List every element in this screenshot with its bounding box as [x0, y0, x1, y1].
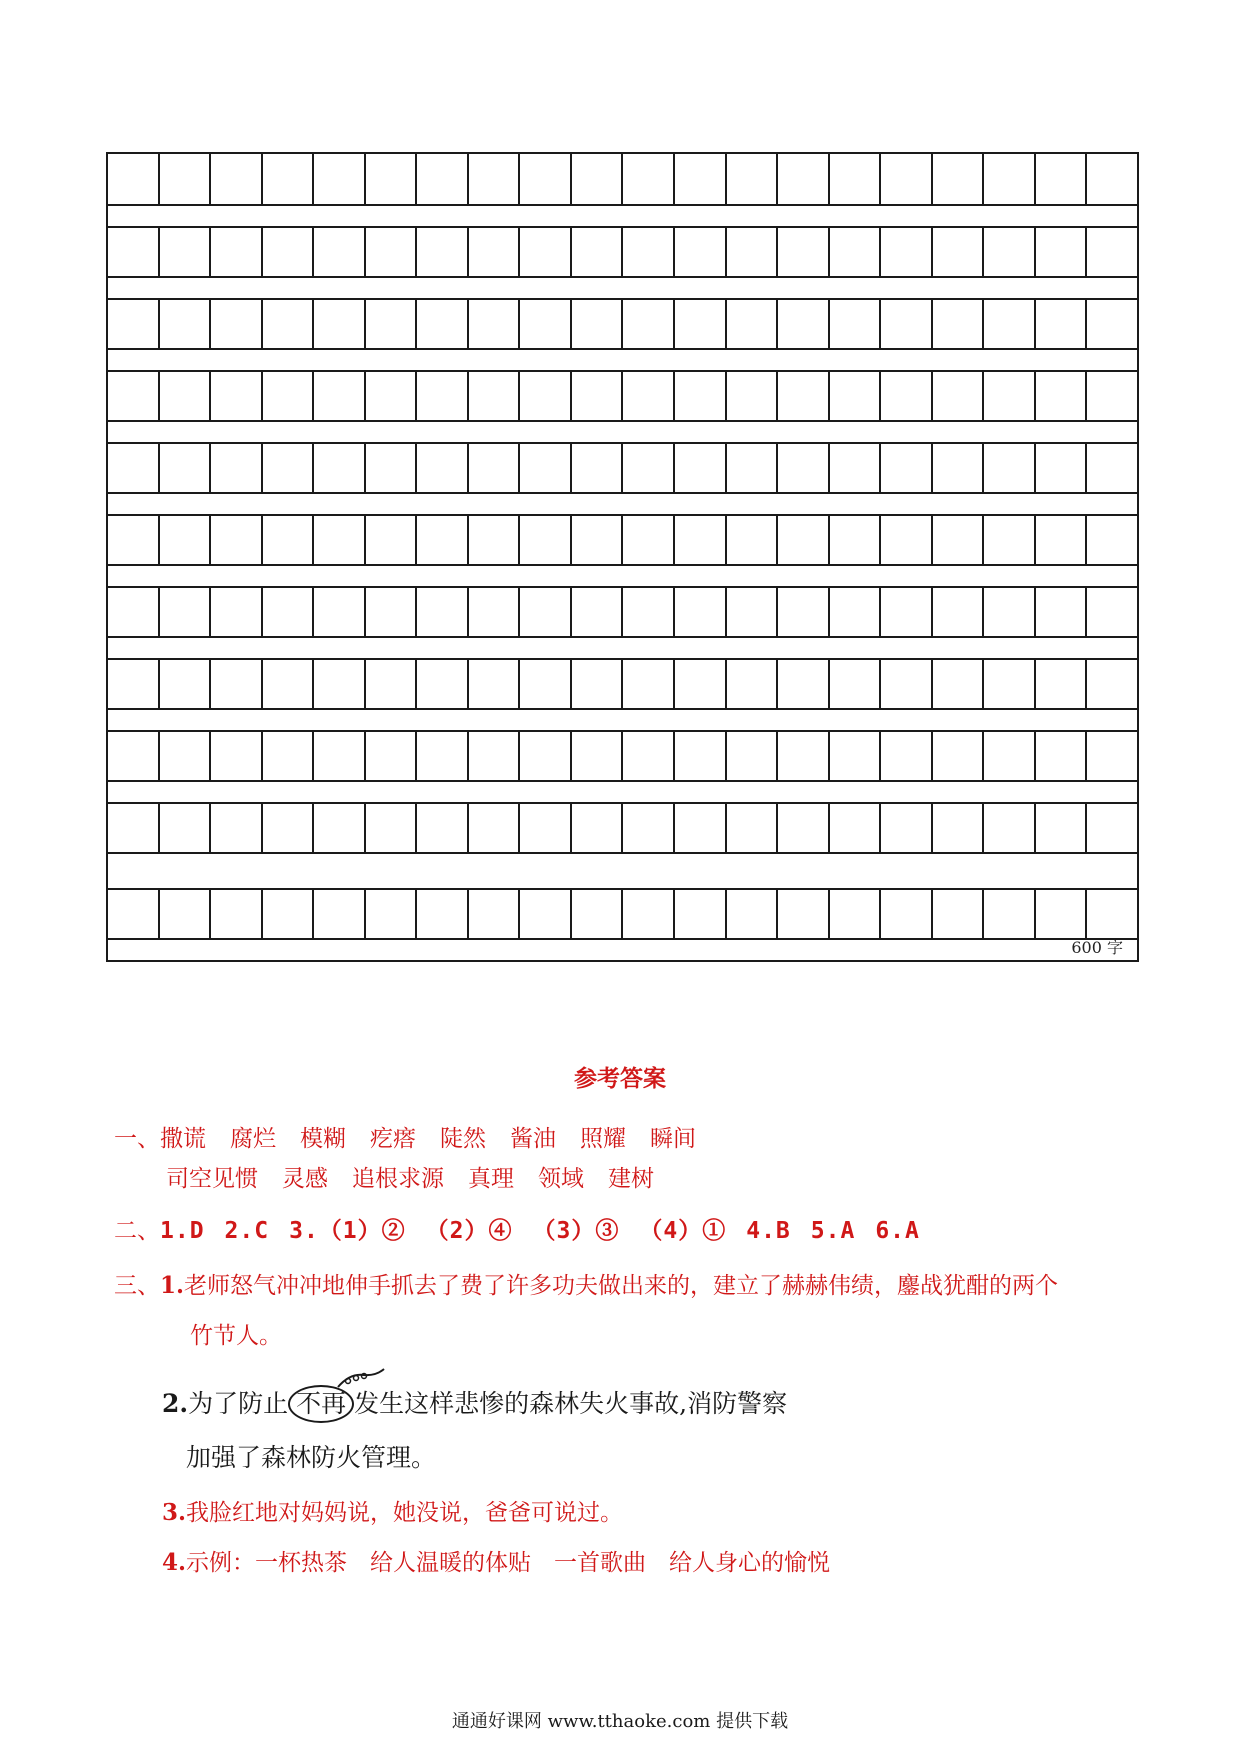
answer-word: 照耀	[580, 1126, 626, 1152]
grid-cell	[727, 804, 779, 852]
grid-cell	[314, 228, 366, 276]
grid-cell	[263, 660, 315, 708]
grid-cell	[469, 890, 521, 938]
grid-cell	[572, 516, 624, 564]
grid-cell	[572, 154, 624, 204]
item1-number: 1.	[160, 1272, 185, 1299]
item1-text-2: 竹节人。	[190, 1323, 282, 1349]
grid-cell	[211, 660, 263, 708]
grid-cell	[881, 444, 933, 492]
grid-cell	[881, 372, 933, 420]
grid-cell	[314, 516, 366, 564]
grid-row	[108, 298, 1137, 350]
answer-word: 真理	[468, 1166, 514, 1192]
section3-item2-line2	[186, 1438, 436, 1474]
grid-cell	[1036, 154, 1088, 204]
item3-number: 3.	[162, 1499, 187, 1526]
grid-cell	[108, 588, 160, 636]
grid-cell	[727, 890, 779, 938]
grid-cell	[520, 228, 572, 276]
grid-cell	[108, 228, 160, 276]
grid-cell	[881, 804, 933, 852]
grid-cell	[469, 588, 521, 636]
grid-cell	[933, 732, 985, 780]
grid-cell	[572, 660, 624, 708]
grid-cell	[366, 588, 418, 636]
grid-cell	[520, 588, 572, 636]
grid-cell	[778, 300, 830, 348]
answer-word: 模糊	[300, 1126, 346, 1152]
grid-cell	[417, 154, 469, 204]
answer-word: 追根求源	[352, 1166, 444, 1192]
grid-cell	[830, 228, 882, 276]
grid-cell	[263, 372, 315, 420]
grid-cell	[984, 516, 1036, 564]
grid-cell	[830, 804, 882, 852]
grid-cell	[675, 660, 727, 708]
grid-cell	[160, 588, 212, 636]
grid-cell	[1087, 228, 1137, 276]
grid-cell	[830, 444, 882, 492]
grid-cell	[263, 804, 315, 852]
grid-cell	[211, 444, 263, 492]
grid-cell	[881, 732, 933, 780]
grid-cell	[984, 660, 1036, 708]
grid-cell	[572, 300, 624, 348]
grid-cell	[830, 300, 882, 348]
deletion-mark-icon	[336, 1367, 386, 1389]
grid-cell	[984, 154, 1036, 204]
grid-cell	[675, 804, 727, 852]
grid-cell	[881, 660, 933, 708]
grid-cell	[1087, 516, 1137, 564]
grid-cell	[675, 154, 727, 204]
grid-cell	[727, 660, 779, 708]
answer-word: 1.D	[160, 1218, 205, 1244]
grid-cell	[520, 372, 572, 420]
grid-cell	[984, 444, 1036, 492]
item1-text-1: 老师怒气冲冲地伸手抓去了费了许多功夫做出来的，建立了赫赫伟绩，鏖战犹酣的两个	[184, 1273, 1059, 1299]
item2-text-after: 发生这样悲惨的森林失火事故,消防警察	[354, 1389, 788, 1418]
item2-text-2: 加强了森林防火管理。	[186, 1443, 437, 1472]
grid-cell	[263, 732, 315, 780]
section2-line	[114, 1212, 920, 1245]
grid-cell	[469, 228, 521, 276]
grid-row	[108, 888, 1137, 940]
grid-cell	[778, 372, 830, 420]
answer-word: 腐烂	[230, 1126, 276, 1152]
grid-cell	[160, 154, 212, 204]
grid-cell	[933, 154, 985, 204]
section3-item1-line1	[114, 1267, 1058, 1300]
grid-cell	[675, 300, 727, 348]
grid-cell	[675, 372, 727, 420]
grid-cell	[160, 660, 212, 708]
answer-word: 陡然	[440, 1126, 486, 1152]
answer-word: 3.（1）②	[289, 1218, 406, 1244]
answer-word: 4.B	[746, 1218, 791, 1244]
grid-cell	[778, 444, 830, 492]
grid-cell	[160, 372, 212, 420]
item4-text: 示例：一杯热茶 给人温暖的体贴 一首歌曲 给人身心的愉悦	[186, 1550, 831, 1576]
grid-cell	[881, 228, 933, 276]
grid-cell	[469, 154, 521, 204]
grid-row	[108, 802, 1137, 854]
grid-cell	[263, 300, 315, 348]
grid-cell	[1036, 516, 1088, 564]
grid-cell	[520, 154, 572, 204]
section3-item4	[162, 1544, 830, 1577]
grid-cell	[572, 890, 624, 938]
answer-word: （3）③	[532, 1218, 620, 1244]
answer-word: 灵感	[282, 1166, 328, 1192]
grid-cell	[984, 732, 1036, 780]
grid-cell	[314, 660, 366, 708]
grid-cell	[1087, 372, 1137, 420]
grid-cell	[572, 228, 624, 276]
grid-cell	[314, 444, 366, 492]
grid-cell	[366, 804, 418, 852]
grid-cell	[211, 804, 263, 852]
grid-cell	[623, 444, 675, 492]
grid-cell	[314, 372, 366, 420]
grid-cell	[108, 154, 160, 204]
grid-cell	[984, 300, 1036, 348]
grid-cell	[366, 516, 418, 564]
grid-cell	[211, 890, 263, 938]
grid-row	[108, 370, 1137, 422]
grid-cell	[417, 444, 469, 492]
grid-cell	[417, 660, 469, 708]
answers-title: 参考答案	[574, 1065, 666, 1092]
item2-number: 2.	[162, 1389, 189, 1418]
grid-cell	[520, 804, 572, 852]
grid-cell	[623, 660, 675, 708]
section3-item2-line1	[162, 1384, 787, 1423]
grid-cell	[160, 444, 212, 492]
grid-cell	[314, 804, 366, 852]
grid-cell	[623, 228, 675, 276]
grid-cell	[572, 732, 624, 780]
grid-cell	[623, 516, 675, 564]
grid-cell	[366, 444, 418, 492]
answer-word: 5.A	[810, 1218, 856, 1244]
grid-cell	[469, 516, 521, 564]
grid-cell	[984, 372, 1036, 420]
grid-cell	[623, 890, 675, 938]
grid-cell	[675, 588, 727, 636]
section2-label: 二、	[114, 1218, 160, 1244]
grid-cell	[211, 228, 263, 276]
grid-cell	[520, 732, 572, 780]
grid-cell	[727, 444, 779, 492]
section1-label: 一、	[114, 1126, 160, 1152]
grid-cell	[727, 516, 779, 564]
grid-cell	[1036, 372, 1088, 420]
grid-cell	[1087, 300, 1137, 348]
grid-cell	[830, 660, 882, 708]
grid-cell	[623, 372, 675, 420]
grid-cell	[933, 804, 985, 852]
grid-cell	[366, 228, 418, 276]
grid-cell	[984, 890, 1036, 938]
grid-cell	[984, 228, 1036, 276]
grid-cell	[778, 516, 830, 564]
grid-cell	[108, 732, 160, 780]
grid-cell	[417, 228, 469, 276]
grid-cell	[1087, 444, 1137, 492]
grid-cell	[108, 660, 160, 708]
grid-cell	[520, 890, 572, 938]
grid-cell	[933, 228, 985, 276]
grid-cell	[469, 300, 521, 348]
grid-cell	[1036, 588, 1088, 636]
grid-cell	[366, 660, 418, 708]
grid-cell	[1087, 588, 1137, 636]
grid-cell	[314, 890, 366, 938]
grid-cell	[263, 516, 315, 564]
answer-word: 2.C	[224, 1218, 270, 1244]
grid-row	[108, 226, 1137, 278]
grid-cell	[1087, 660, 1137, 708]
item2-circled-word	[288, 1385, 354, 1423]
word-count-label: 600 字	[1071, 938, 1123, 957]
grid-cell	[572, 804, 624, 852]
grid-cell	[263, 228, 315, 276]
grid-cell	[263, 444, 315, 492]
item3-text: 我脸红地对妈妈说，她没说，爸爸可说过。	[186, 1500, 624, 1526]
section1-line1	[114, 1120, 696, 1153]
grid-cell	[314, 732, 366, 780]
grid-row	[108, 658, 1137, 710]
grid-cell	[881, 300, 933, 348]
grid-cell	[263, 154, 315, 204]
section3-item3	[162, 1494, 623, 1527]
answer-word: 撒谎	[160, 1126, 206, 1152]
grid-row	[108, 154, 1137, 206]
grid-cell	[417, 890, 469, 938]
grid-cell	[314, 300, 366, 348]
grid-cell	[160, 804, 212, 852]
answer-word: 酱油	[510, 1126, 556, 1152]
grid-cell	[417, 804, 469, 852]
grid-cell	[520, 660, 572, 708]
grid-cell	[211, 588, 263, 636]
grid-cell	[727, 300, 779, 348]
grid-cell	[1087, 732, 1137, 780]
grid-cell	[881, 588, 933, 636]
grid-cell	[160, 732, 212, 780]
grid-cell	[366, 372, 418, 420]
grid-cell	[1087, 890, 1137, 938]
grid-cell	[366, 154, 418, 204]
grid-cell	[160, 228, 212, 276]
grid-cell	[211, 732, 263, 780]
grid-cell	[675, 228, 727, 276]
grid-cell	[572, 444, 624, 492]
grid-cell	[933, 588, 985, 636]
answer-word: 领域	[538, 1166, 584, 1192]
grid-cell	[108, 516, 160, 564]
grid-cell	[830, 516, 882, 564]
grid-cell	[1036, 300, 1088, 348]
grid-cell	[1036, 228, 1088, 276]
grid-cell	[675, 890, 727, 938]
grid-row	[108, 442, 1137, 494]
grid-cell	[417, 732, 469, 780]
grid-cell	[108, 300, 160, 348]
grid-cell	[675, 732, 727, 780]
grid-cell	[263, 890, 315, 938]
grid-cell	[366, 890, 418, 938]
grid-cell	[623, 154, 675, 204]
grid-cell	[933, 300, 985, 348]
grid-cell	[520, 300, 572, 348]
answer-word: 6.A	[875, 1218, 920, 1244]
section3-label: 三、	[114, 1273, 160, 1299]
grid-cell	[778, 660, 830, 708]
grid-cell	[778, 890, 830, 938]
grid-cell	[469, 660, 521, 708]
grid-cell	[727, 228, 779, 276]
grid-cell	[469, 372, 521, 420]
answer-word: （2）④	[425, 1218, 513, 1244]
grid-cell	[933, 890, 985, 938]
section2-items	[160, 1218, 920, 1244]
grid-cell	[933, 372, 985, 420]
item2-text-before: 为了防止	[188, 1389, 289, 1418]
section1-line2	[166, 1160, 654, 1193]
grid-cell	[572, 588, 624, 636]
grid-cell	[211, 300, 263, 348]
grid-cell	[211, 516, 263, 564]
grid-cell	[830, 890, 882, 938]
grid-cell	[417, 300, 469, 348]
grid-cell	[984, 588, 1036, 636]
grid-cell	[263, 588, 315, 636]
grid-cell	[933, 516, 985, 564]
grid-cell	[778, 804, 830, 852]
section1-words-1	[160, 1126, 696, 1152]
grid-cell	[572, 372, 624, 420]
grid-cell	[933, 444, 985, 492]
grid-cell	[778, 228, 830, 276]
grid-cell	[314, 588, 366, 636]
answer-word: 疙瘩	[370, 1126, 416, 1152]
item2-circled-text: 不再	[296, 1389, 347, 1418]
grid-cell	[469, 444, 521, 492]
grid-cell	[830, 372, 882, 420]
grid-cell	[727, 154, 779, 204]
grid-cell	[108, 372, 160, 420]
grid-cell	[623, 732, 675, 780]
grid-cell	[830, 588, 882, 636]
grid-cell	[469, 804, 521, 852]
grid-cell	[366, 732, 418, 780]
section1-words-2	[166, 1166, 654, 1192]
grid-cell	[623, 300, 675, 348]
grid-cell	[520, 516, 572, 564]
grid-cell	[623, 588, 675, 636]
item4-number: 4.	[162, 1549, 187, 1576]
grid-cell	[933, 660, 985, 708]
grid-cell	[881, 890, 933, 938]
grid-cell	[1036, 890, 1088, 938]
grid-cell	[778, 154, 830, 204]
grid-cell	[881, 516, 933, 564]
grid-cell	[675, 516, 727, 564]
grid-cell	[778, 732, 830, 780]
grid-cell	[211, 154, 263, 204]
grid-cell	[108, 444, 160, 492]
grid-cell	[727, 732, 779, 780]
grid-cell	[417, 516, 469, 564]
grid-cell	[623, 804, 675, 852]
composition-grid	[106, 152, 1139, 962]
grid-cell	[160, 890, 212, 938]
grid-cell	[675, 444, 727, 492]
grid-cell	[469, 732, 521, 780]
grid-cell	[830, 154, 882, 204]
grid-cell	[417, 588, 469, 636]
grid-cell	[727, 372, 779, 420]
footer-credit: 通通好课网 www.tthaoke.com 提供下载	[451, 1711, 789, 1732]
grid-cell	[1036, 804, 1088, 852]
grid-cell	[108, 890, 160, 938]
grid-cell	[520, 444, 572, 492]
grid-cell	[984, 804, 1036, 852]
grid-cell	[727, 588, 779, 636]
grid-cell	[830, 732, 882, 780]
grid-cell	[1087, 804, 1137, 852]
grid-cell	[1036, 732, 1088, 780]
answer-word: 瞬间	[650, 1126, 696, 1152]
grid-cell	[108, 804, 160, 852]
section3-item1-line2	[190, 1317, 282, 1350]
grid-cell	[366, 300, 418, 348]
grid-cell	[1087, 154, 1137, 204]
answer-word: 司空见惯	[166, 1166, 258, 1192]
grid-cell	[314, 154, 366, 204]
grid-cell	[160, 300, 212, 348]
grid-row	[108, 730, 1137, 782]
grid-cell	[778, 588, 830, 636]
grid-cell	[1036, 660, 1088, 708]
answer-word: 建树	[608, 1166, 654, 1192]
grid-cell	[211, 372, 263, 420]
grid-row	[108, 514, 1137, 566]
grid-row	[108, 586, 1137, 638]
grid-cell	[1036, 444, 1088, 492]
answer-word: （4）①	[639, 1218, 727, 1244]
grid-cell	[417, 372, 469, 420]
grid-cell	[881, 154, 933, 204]
grid-cell	[160, 516, 212, 564]
